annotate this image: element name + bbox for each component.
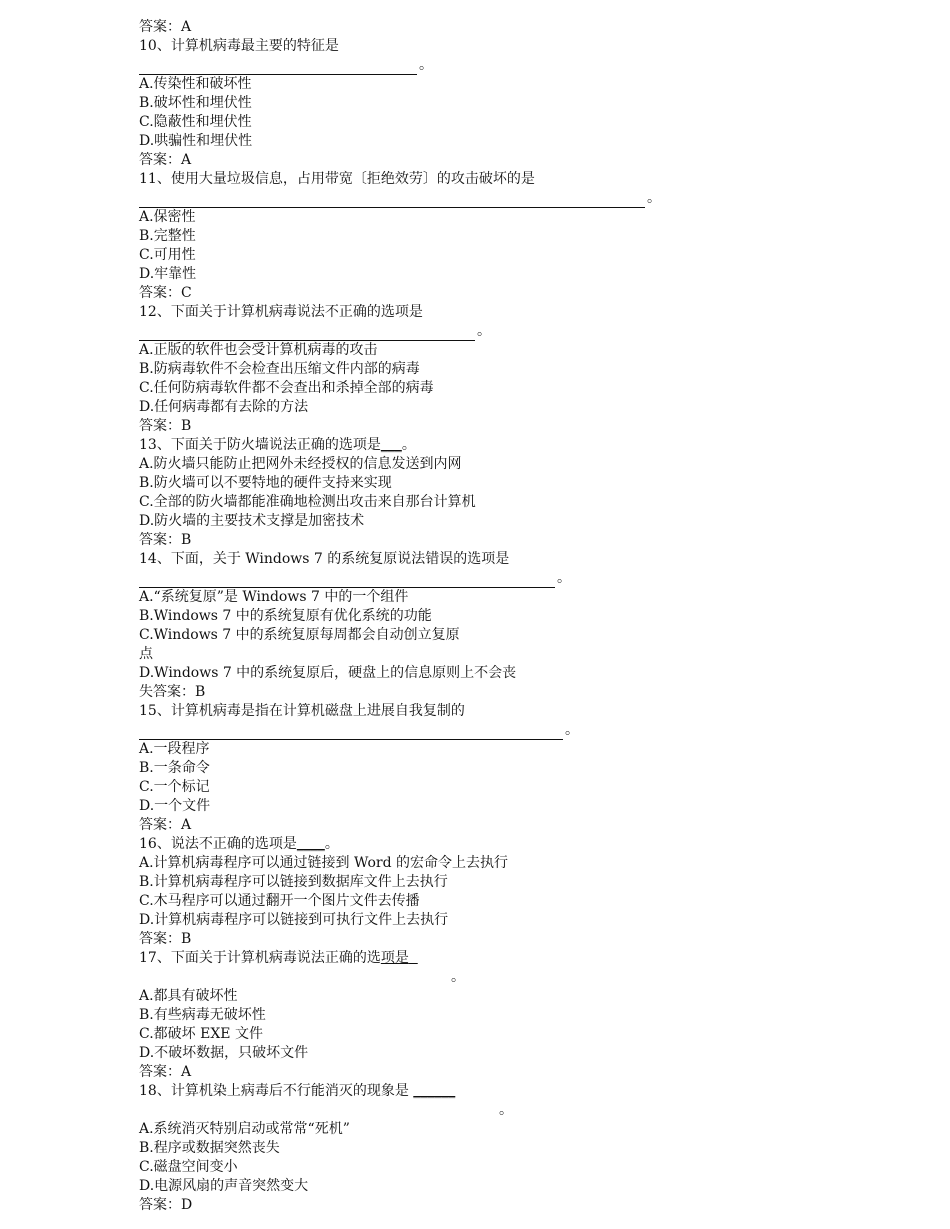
stem-end: 。 bbox=[477, 323, 491, 339]
answer-line: 答案：B bbox=[139, 418, 192, 434]
answer-line: 答案：A bbox=[139, 152, 192, 168]
question-stem: 15、计算机病毒是指在计算机磁盘上进展自我复制的 bbox=[139, 703, 465, 719]
option-line: C.隐蔽性和埋伏性 bbox=[139, 114, 252, 130]
answer-line: 答案：A bbox=[139, 1064, 192, 1080]
inline-blank: ___ bbox=[380, 437, 402, 453]
answer-line: 答案：C bbox=[139, 285, 192, 301]
option-line: C.木马程序可以通过翻开一个图片文件去传播 bbox=[139, 893, 420, 909]
answer-blank-line bbox=[139, 56, 899, 75]
answer-line: 失答案：B bbox=[139, 684, 206, 700]
stem-end: 。 bbox=[565, 722, 579, 738]
inline-blank: ____ bbox=[296, 836, 325, 852]
question-stem-text: 16、说法不正确的选项是 bbox=[139, 836, 297, 852]
option-line: C.一个标记 bbox=[139, 779, 210, 795]
stem-end: 。 bbox=[324, 836, 339, 852]
stem-end: 。 bbox=[451, 969, 465, 985]
document-page bbox=[139, 18, 899, 1215]
option-line: D.不破坏数据，只破坏文件 bbox=[139, 1045, 309, 1061]
option-line: D.一个文件 bbox=[139, 798, 211, 814]
option-line: A.防火墙只能防止把网外未经授权的信息发送到内网 bbox=[139, 456, 462, 472]
option-line: B.程序或数据突然丧失 bbox=[139, 1140, 280, 1156]
answer-blank-line bbox=[139, 189, 899, 208]
question-stem-text: 17、下面关于计算机病毒说法正确的选 bbox=[139, 950, 381, 966]
answer-line: 答案：A bbox=[139, 19, 192, 35]
answer-blank bbox=[139, 57, 417, 75]
option-line: D.电源风扇的声音突然变大 bbox=[139, 1178, 309, 1194]
option-line: D.Windows 7 中的系统复原后，硬盘上的信息原则上不会丧 bbox=[139, 665, 517, 681]
question-stem bbox=[139, 1082, 899, 1101]
question-stem-text-underlined: 项是 bbox=[380, 950, 409, 966]
option-line: B.防病毒软件不会检查出压缩文件内部的病毒 bbox=[139, 361, 420, 377]
option-line: B.破坏性和埋伏性 bbox=[139, 95, 252, 111]
option-line: A.一段程序 bbox=[139, 741, 210, 757]
option-line: D.计算机病毒程序可以链接到可执行文件上去执行 bbox=[139, 912, 449, 928]
option-line: C.可用性 bbox=[139, 247, 196, 263]
answer-blank bbox=[139, 323, 475, 341]
option-line: A.正版的软件也会受计算机病毒的攻击 bbox=[139, 342, 378, 358]
option-line: B.一条命令 bbox=[139, 760, 210, 776]
question-stem-text: 13、下面关于防火墙说法正确的选项是 bbox=[139, 437, 381, 453]
option-line: C.Windows 7 中的系统复原每周都会自动创立复原 bbox=[139, 627, 460, 643]
option-line: C.磁盘空间变小 bbox=[139, 1159, 238, 1175]
answer-blank bbox=[139, 722, 563, 740]
stem-end: 。 bbox=[557, 570, 571, 586]
answer-blank bbox=[139, 190, 645, 208]
answer-blank-line bbox=[139, 322, 899, 341]
option-continuation: 点 bbox=[139, 646, 153, 662]
option-line: C.全部的防火墙都能准确地检测出攻击来自那台计算机 bbox=[139, 494, 476, 510]
stem-end: 。 bbox=[647, 190, 661, 206]
answer-blank-line bbox=[139, 569, 899, 588]
option-line: D.任何病毒都有去除的方法 bbox=[139, 399, 309, 415]
option-line: D.牢靠性 bbox=[139, 266, 197, 282]
option-line: C.任何防病毒软件都不会查出和杀掉全部的病毒 bbox=[139, 380, 434, 396]
stem-end: 。 bbox=[419, 57, 433, 73]
stem-end: 。 bbox=[401, 437, 416, 453]
inline-blank: ______ bbox=[413, 1083, 456, 1099]
option-line: B.完整性 bbox=[139, 228, 196, 244]
question-stem-text: 18、计算机染上病毒后不行能消灭的现象是 bbox=[139, 1083, 409, 1099]
option-line: B.防火墙可以不要特地的硬件支持来实现 bbox=[139, 475, 392, 491]
option-line: A.“系统复原”是 Windows 7 中的一个组件 bbox=[139, 589, 409, 605]
answer-line: 答案：B bbox=[139, 532, 192, 548]
answer-blank bbox=[139, 570, 555, 588]
question-stem bbox=[139, 835, 899, 854]
inline-blank bbox=[409, 950, 418, 966]
option-line: A.保密性 bbox=[139, 209, 196, 225]
option-line: A.系统消灭特别启动或常常“死机” bbox=[139, 1121, 350, 1137]
option-line: B.Windows 7 中的系统复原有优化系统的功能 bbox=[139, 608, 432, 624]
answer-line: 答案：A bbox=[139, 817, 192, 833]
question-stem: 12、下面关于计算机病毒说法不正确的选项是 bbox=[139, 304, 423, 320]
option-line: D.防火墙的主要技术支撑是加密技术 bbox=[139, 513, 365, 529]
question-stem bbox=[139, 949, 899, 968]
option-line: A.传染性和破坏性 bbox=[139, 76, 252, 92]
question-stem: 14、下面，关于 Windows 7 的系统复原说法错误的选项是 bbox=[139, 551, 510, 567]
option-line: B.有些病毒无破坏性 bbox=[139, 1007, 266, 1023]
question-stem bbox=[139, 436, 899, 455]
option-line: D.哄骗性和埋伏性 bbox=[139, 133, 253, 149]
question-stem: 11、使用大量垃圾信息，占用带宽〔拒绝效劳〕的攻击破坏的是 bbox=[139, 171, 535, 187]
stem-end: 。 bbox=[499, 1102, 513, 1118]
answer-line: 答案：B bbox=[139, 931, 192, 947]
question-stem: 10、计算机病毒最主要的特征是 bbox=[139, 38, 339, 54]
answer-line: 答案：D bbox=[139, 1197, 193, 1213]
answer-blank-line bbox=[139, 721, 899, 740]
option-line: B.计算机病毒程序可以链接到数据库文件上去执行 bbox=[139, 874, 448, 890]
option-line: A.计算机病毒程序可以通过链接到 Word 的宏命令上去执行 bbox=[139, 855, 508, 871]
option-line: A.都具有破坏性 bbox=[139, 988, 238, 1004]
option-line: C.都破坏 EXE 文件 bbox=[139, 1026, 263, 1042]
